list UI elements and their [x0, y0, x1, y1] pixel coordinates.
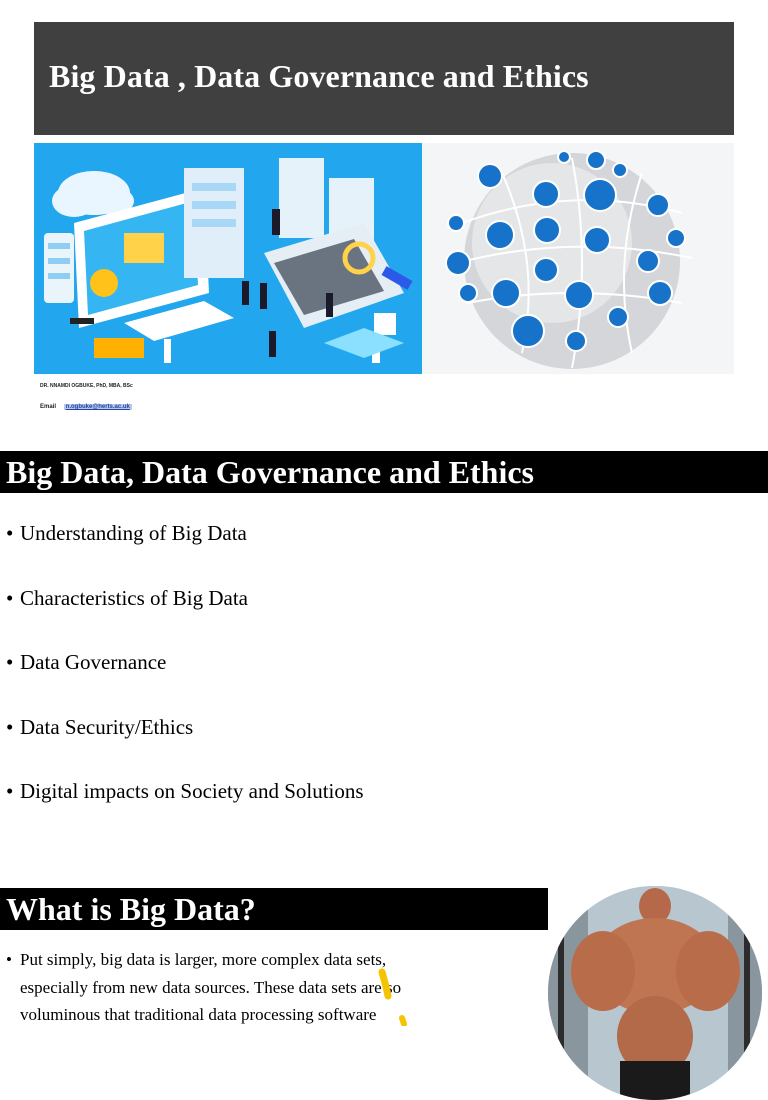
definition-text: Put simply, big data is larger, more complex data sets, especially from new data sources. These data sets are so voluminous that traditional data processing software	[20, 950, 402, 1024]
section-header-what-is-big-data	[0, 888, 548, 930]
bullet-icon: •	[6, 521, 14, 545]
list-item	[6, 648, 364, 713]
highlighter-stroke	[372, 966, 412, 1026]
email-link[interactable]: n.ogbuke@herts.ac.uk	[65, 404, 130, 410]
bullet-icon: •	[6, 950, 12, 969]
list-item-text: Digital impacts on Society and Solutions	[20, 779, 364, 803]
section-title: Big Data, Data Governance and Ethics	[6, 454, 534, 490]
list-item-text: Understanding of Big Data	[20, 521, 247, 545]
list-item	[6, 777, 364, 842]
section-header-agenda	[0, 451, 768, 493]
big-data-illustration	[34, 143, 422, 374]
list-item-text: Characteristics of Big Data	[20, 585, 249, 610]
bullet-icon: •	[6, 585, 14, 610]
title-bar	[34, 22, 734, 135]
network-globe-illustration	[422, 143, 734, 374]
bullet-icon: •	[6, 779, 14, 803]
author-name: DR. NNAMDI OGBUKE, PhD, MBA, BSc	[40, 383, 133, 389]
agenda-list	[6, 519, 364, 842]
email-row	[40, 404, 132, 410]
list-item-text: Data Governance	[20, 650, 167, 674]
list-item	[6, 519, 364, 584]
bodybuilder-photo	[548, 886, 762, 1100]
list-item	[6, 713, 364, 778]
list-item-text: Data Security/Ethics	[20, 714, 194, 739]
bullet-icon: •	[6, 650, 14, 674]
bullet-icon: •	[6, 714, 14, 739]
email-label: Email	[40, 404, 57, 410]
slide-title: Big Data , Data Governance and Ethics	[49, 58, 589, 94]
section-title: What is Big Data?	[6, 891, 256, 927]
list-item	[6, 584, 364, 649]
